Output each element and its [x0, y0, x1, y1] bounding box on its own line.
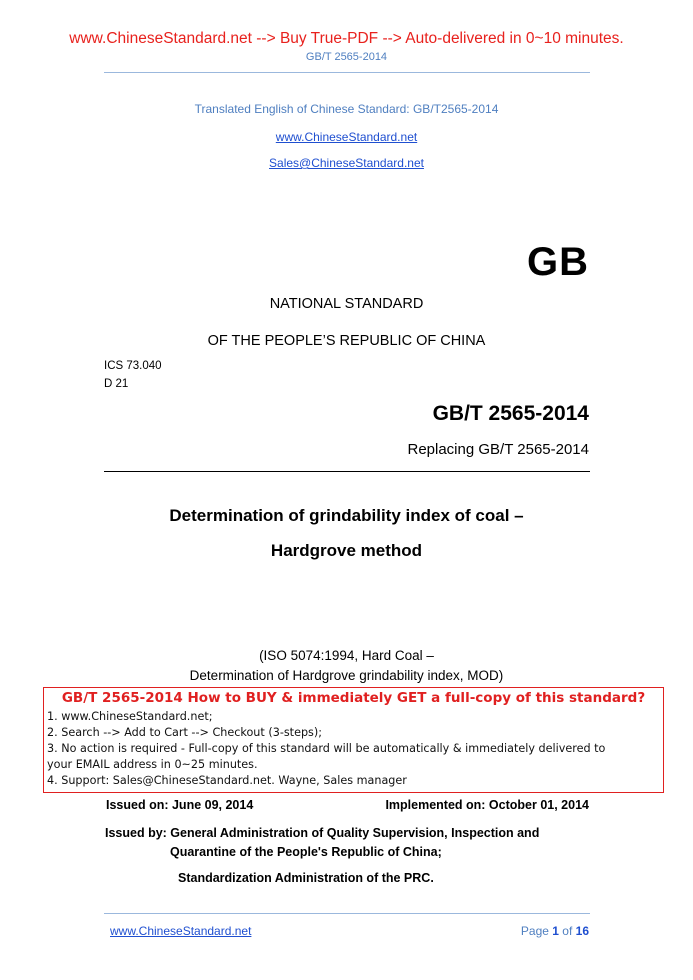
title-divider — [104, 471, 590, 472]
title-line-2: Hardgrove method — [270, 541, 423, 560]
national-standard-heading: NATIONAL STANDARD — [269, 296, 424, 312]
buy-instructions-box — [43, 687, 664, 793]
promo-banner[interactable]: www.ChineseStandard.net --> Buy True-PDF --> Auto-delivered in 0~10 minutes. — [69, 30, 624, 47]
buy-step-4: 4. Support: Sales@ChineseStandard.net. Wayne, Sales manager — [47, 774, 407, 787]
issued-on-date: Issued on: June 09, 2014 — [106, 798, 254, 812]
header-divider — [104, 72, 590, 73]
title-line-1: Determination of grindability index of coal – — [169, 506, 524, 525]
gb-mark: GB — [527, 240, 589, 284]
ccs-code: D 21 — [104, 378, 129, 390]
buy-step-3: 3. No action is required - Full-copy of this standard will be automatically & immediately delivered to — [47, 742, 606, 755]
sales-email-link[interactable]: Sales@ChineseStandard.net — [269, 156, 424, 170]
buy-step-3-continued: your EMAIL address in 0~25 minutes. — [47, 758, 258, 771]
page-current: 1 — [552, 924, 559, 938]
replacing-note: Replacing GB/T 2565-2014 — [407, 441, 589, 458]
buy-step-2: 2. Search --> Add to Cart --> Checkout (3-steps); — [47, 726, 323, 739]
site-link[interactable]: www.ChineseStandard.net — [275, 130, 418, 144]
translated-notice: Translated English of Chinese Standard: GB/T2565-2014 — [194, 102, 499, 116]
page-prefix: Page — [520, 924, 553, 938]
standard-number: GB/T 2565-2014 — [432, 402, 589, 425]
iso-reference-line-2: Determination of Hardgrove grindability index, MOD) — [189, 668, 504, 683]
prc-heading: OF THE PEOPLE’S REPUBLIC OF CHINA — [207, 333, 486, 349]
page-of: of — [558, 924, 576, 938]
page-total: 16 — [575, 924, 589, 938]
ics-code: ICS 73.040 — [104, 360, 162, 372]
footer-divider — [104, 913, 590, 914]
buy-step-1: 1. www.ChineseStandard.net; — [47, 710, 213, 723]
page-indicator — [521, 924, 589, 938]
footer-site-link[interactable]: www.ChineseStandard.net — [110, 924, 252, 938]
site-link-row — [0, 128, 693, 146]
issued-by-line-2: Quarantine of the People's Republic of China; — [170, 845, 442, 859]
sales-link-row — [0, 154, 693, 172]
issued-by-line-1: Issued by: General Administration of Quality Supervision, Inspection and — [105, 826, 540, 840]
iso-reference-line-1: (ISO 5074:1994, Hard Coal – — [259, 648, 434, 663]
issued-by-line-3: Standardization Administration of the PRC. — [178, 871, 434, 885]
buy-box-heading: GB/T 2565-2014 How to BUY & immediately GET a full-copy of this standard? — [61, 690, 646, 706]
implemented-on-date: Implemented on: October 01, 2014 — [385, 798, 589, 812]
header-standard-code: GB/T 2565-2014 — [305, 51, 388, 63]
